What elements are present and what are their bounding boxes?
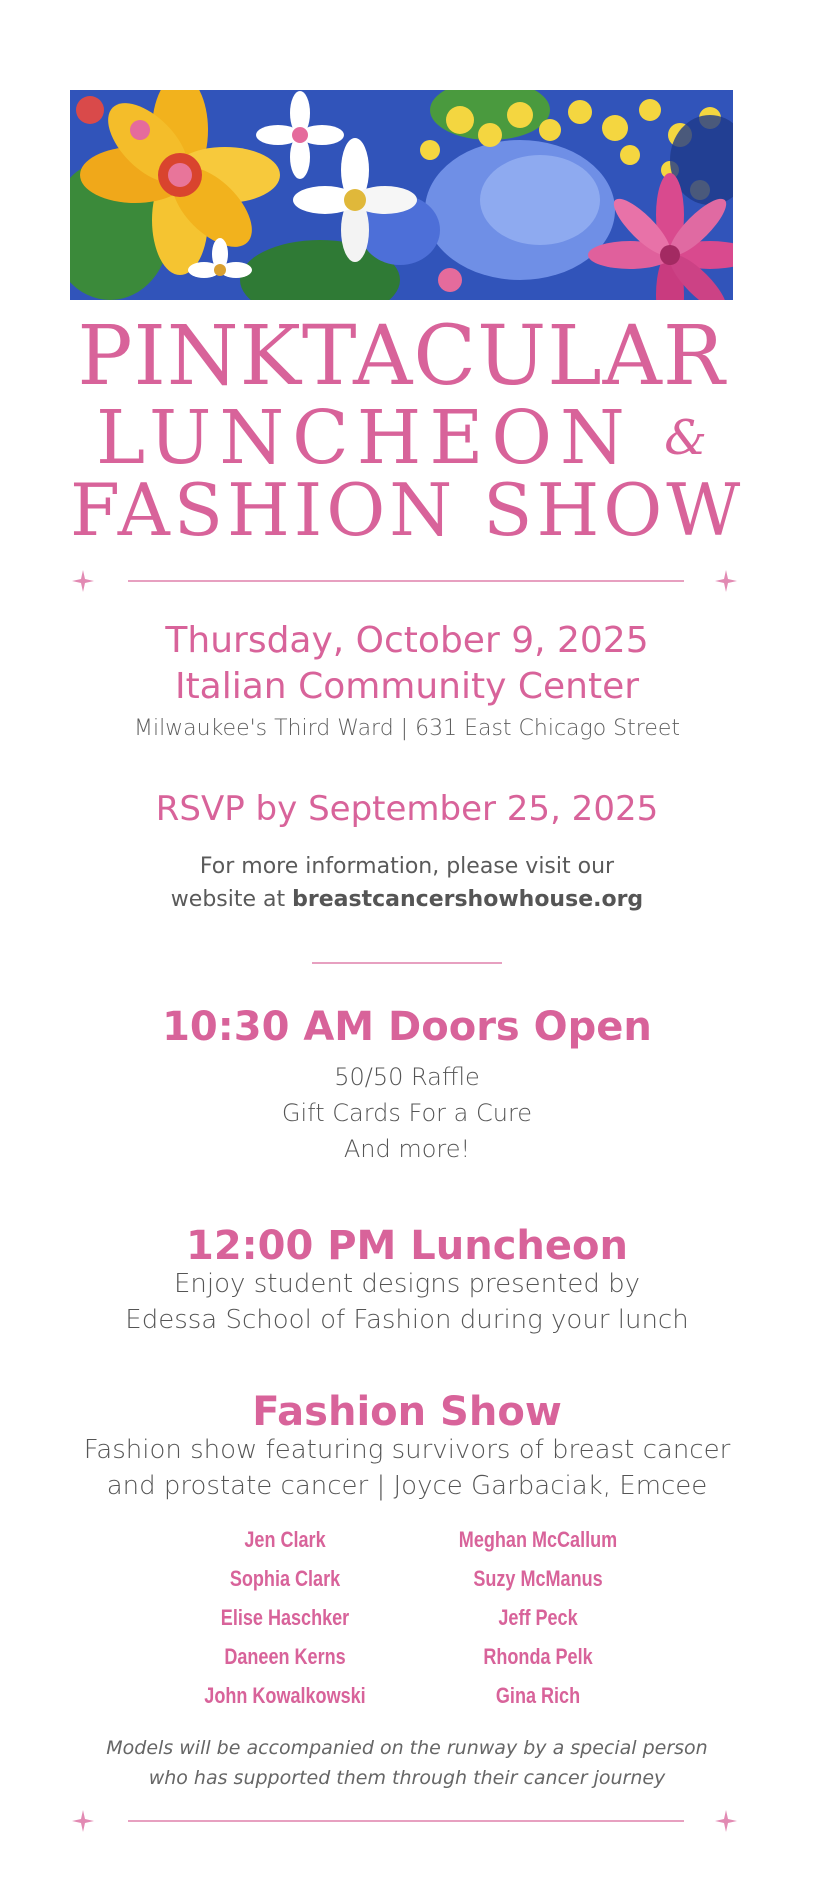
divider-short [312,962,502,964]
event-date: Thursday, October 9, 2025 [165,620,649,661]
title-line-fashion-show: FASHION SHOW [70,468,745,552]
sparkle-icon [715,570,737,592]
sparkle-icon [72,570,94,592]
divider-bottom [128,1820,684,1822]
info-line-1: For more information, please visit our [199,854,615,879]
sparkle-icon [72,1810,94,1832]
doors-item: And more! [343,1135,471,1163]
fashion-show-heading: Fashion Show [252,1389,562,1435]
rsvp-deadline: RSVP by September 25, 2025 [155,789,659,829]
model-name: Gina Rich [495,1683,581,1708]
sparkle-icon [715,1810,737,1832]
footer-note-line-2: who has supported them through their cancer journey [148,1767,666,1789]
title-ampersand: & [664,410,708,466]
fashion-show-line-1: Fashion show featuring survivors of breast cancer [83,1435,731,1465]
info-line-2 [0,883,814,916]
title-line-pinktacular: PINKTACULAR [77,309,726,404]
event-address: Milwaukee's Third Ward | 631 East Chicago Street [133,716,681,741]
info-prefix: website at [170,887,293,912]
divider-top [128,580,684,582]
website-link[interactable]: breastcancershowhouse.org [292,887,644,912]
model-name: Daneen Kerns [224,1644,346,1669]
model-name: John Kowalkowski [204,1683,366,1708]
model-name: Elise Haschker [220,1605,350,1630]
model-name: Jen Clark [244,1527,326,1552]
luncheon-heading: 12:00 PM Luncheon [185,1223,628,1269]
doors-item: Gift Cards For a Cure [281,1099,533,1127]
models-list-left [155,1520,415,1715]
models-list-right [408,1520,668,1715]
luncheon-line-2: Edessa School of Fashion during your lunch [125,1305,689,1335]
model-name: Sophia Clark [229,1566,341,1591]
fashion-show-line-2: and prostate cancer | Joyce Garbaciak, Emcee [106,1471,708,1501]
model-name: Suzy McManus [473,1566,603,1591]
model-name: Jeff Peck [498,1605,578,1630]
model-name: Rhonda Pelk [483,1644,593,1669]
footer-note [0,1733,814,1793]
floral-banner-image [70,90,733,300]
event-venue: Italian Community Center [174,666,640,707]
doors-item: 50/50 Raffle [334,1063,480,1091]
title-line-luncheon [70,395,733,481]
doors-open-heading: 10:30 AM Doors Open [162,1004,652,1050]
footer-note-line-1: Models will be accompanied on the runway by a special person [106,1737,708,1759]
luncheon-line-1: Enjoy student designs presented by [174,1269,640,1299]
model-name: Meghan McCallum [458,1527,618,1552]
title-luncheon-text: LUNCHEON [95,395,633,481]
